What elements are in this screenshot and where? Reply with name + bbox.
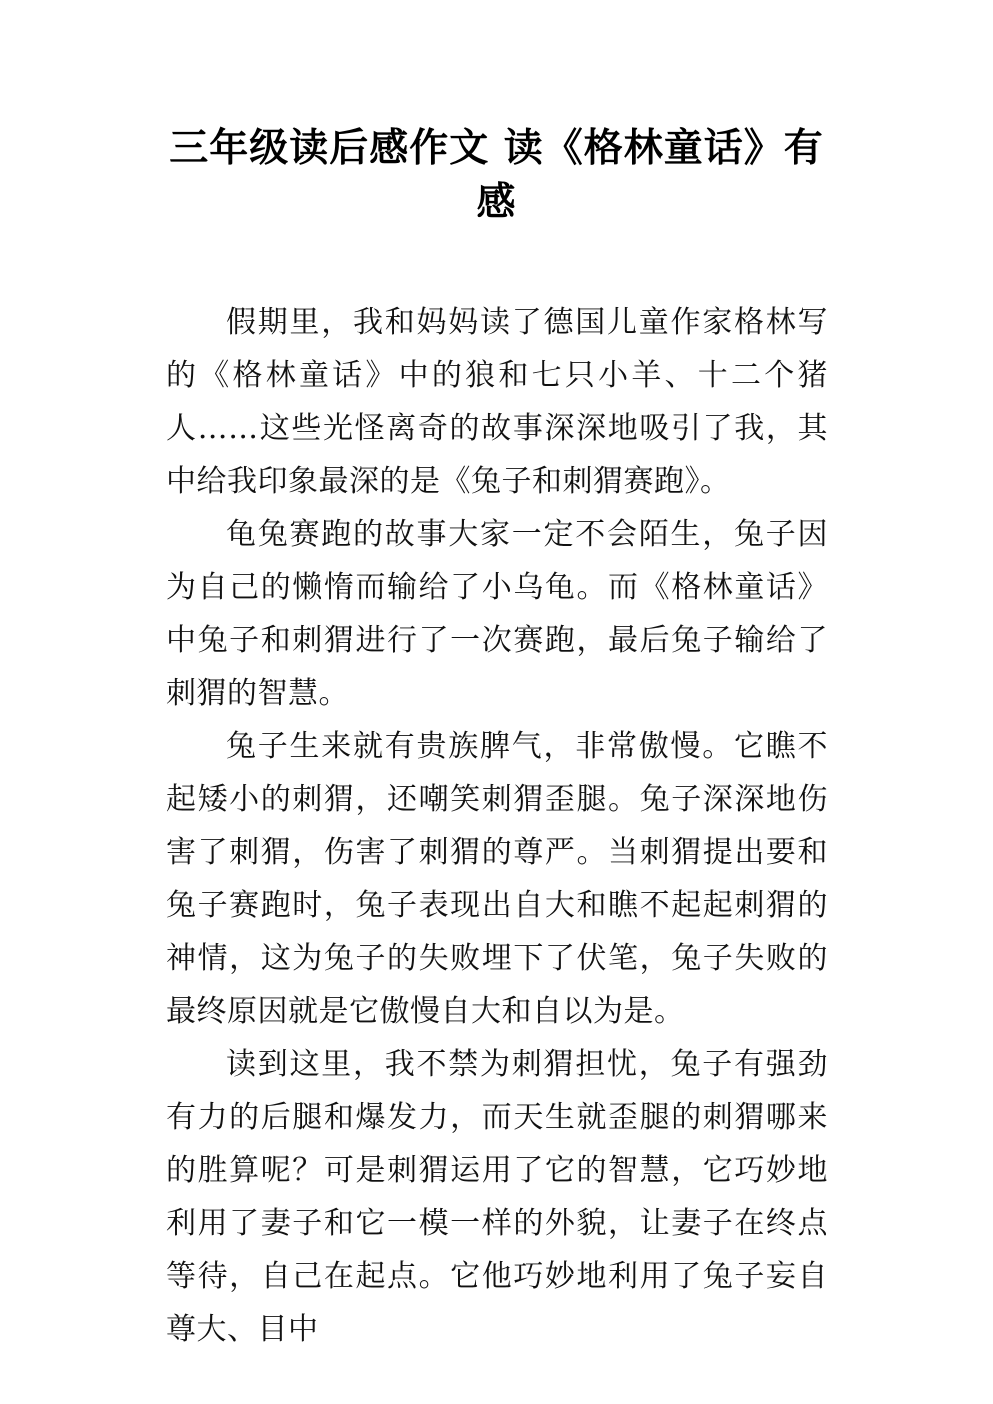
paragraph: 兔子生来就有贵族脾气，非常傲慢。它瞧不起矮小的刺猬，还嘲笑刺猬歪腿。兔子深深地伤害了刺猬，伤害了刺猬的尊严。当刺猬提出要和兔子赛跑时，兔子表现出自大和瞧不起起刺猬的神情，这为兔子的失败埋下了伏笔，兔子失败的最终原因就是它傲慢自大和自以为是。 (166, 729, 828, 1029)
paragraph: 读到这里，我不禁为刺猬担忧，兔子有强劲有力的后腿和爆发力，而天生就歪腿的刺猬哪来的胜算呢？可是刺猬运用了它的智慧，它巧妙地利用了妻子和它一模一样的外貌，让妻子在终点等待，自己在起点。它他巧妙地利用了兔子妄自尊大、目中 (166, 1047, 828, 1347)
document-title: 三年级读后感作文 读《格林童话》有感 (169, 126, 824, 225)
document-body (166, 296, 828, 1356)
paragraph: 龟兔赛跑的故事大家一定不会陌生，兔子因为自己的懒惰而输给了小乌龟。而《格林童话》中兔子和刺猬进行了一次赛跑，最后兔子输给了刺猬的智慧。 (166, 517, 828, 711)
paragraph: 假期里，我和妈妈读了德国儿童作家格林写的《格林童话》中的狼和七只小羊、十二个猪人……这些光怪离奇的故事深深地吸引了我，其中给我印象最深的是《兔子和刺猬赛跑》。 (166, 305, 828, 499)
